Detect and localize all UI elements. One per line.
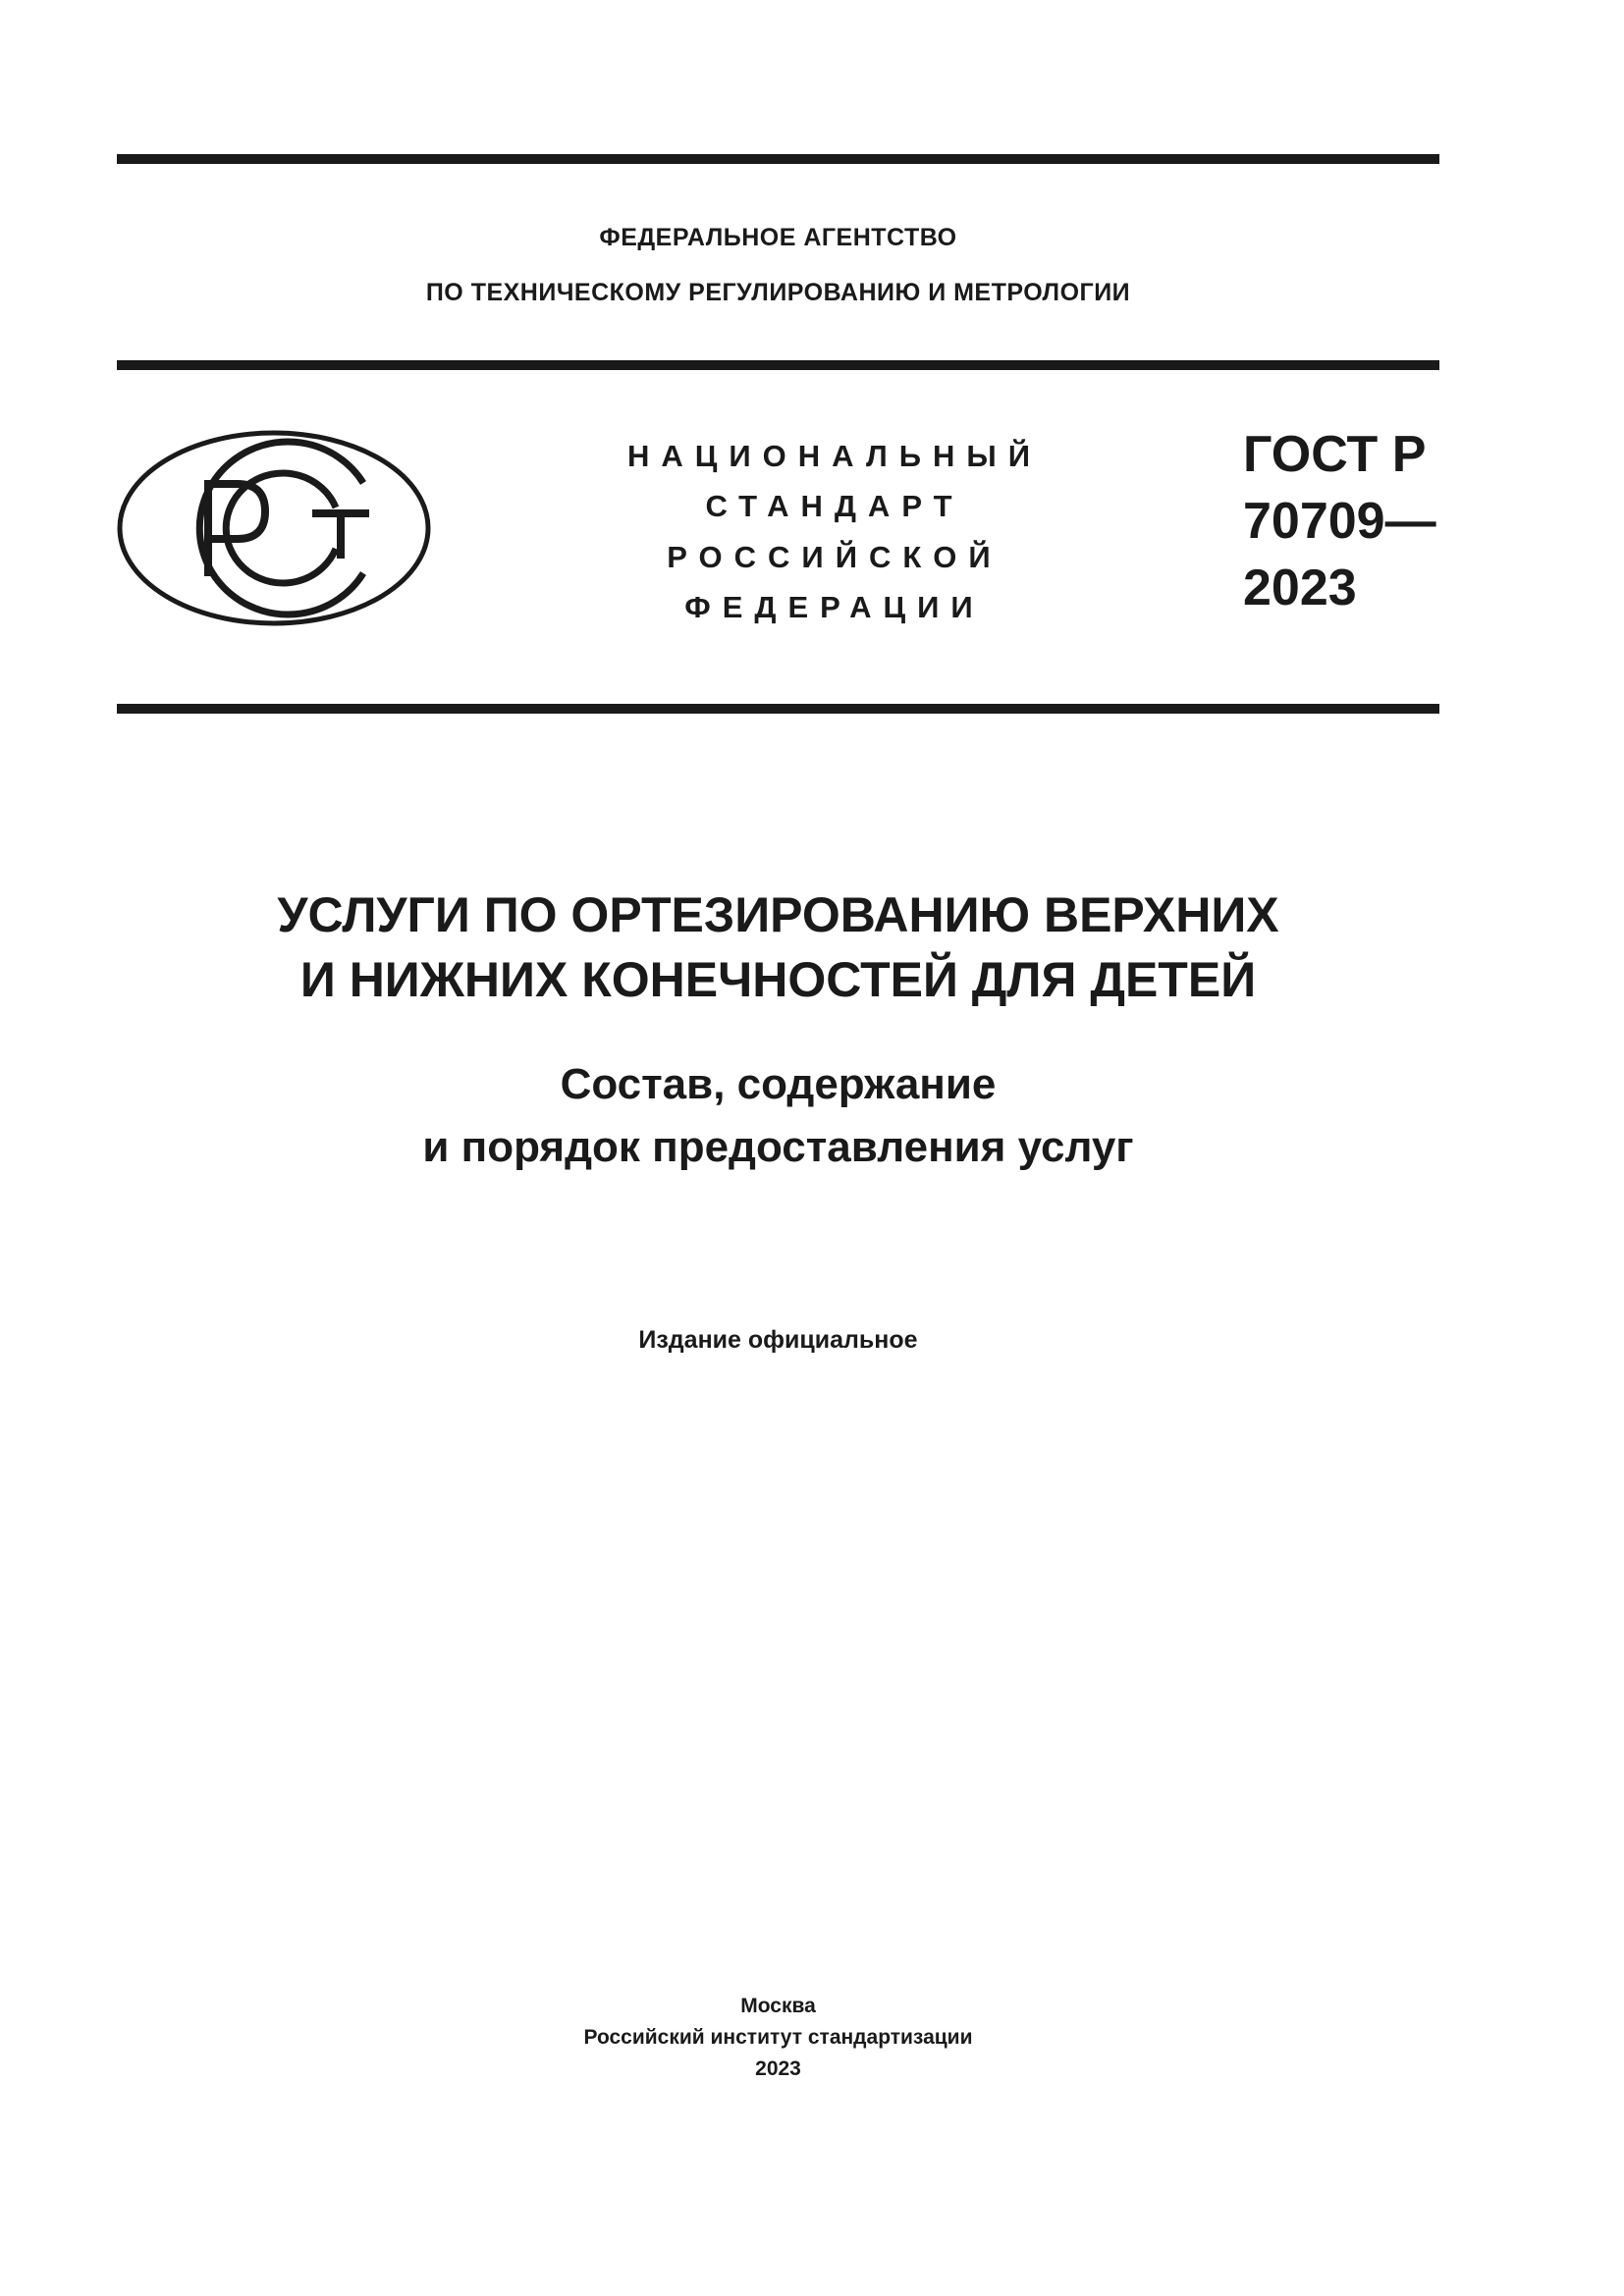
rst-certification-mark-icon (116, 429, 432, 627)
top-rule (117, 154, 1439, 164)
imprint-city: Москва (740, 1995, 816, 2017)
designation-line-3: 2023 (1243, 560, 1357, 616)
document-title-line-1: УСЛУГИ ПО ОРТЕЗИРОВАНИЮ ВЕРХНИХ (277, 887, 1279, 942)
imprint-publisher: Российский институт стандартизации (583, 2026, 973, 2049)
edition-note: Издание официальное (638, 1326, 918, 1354)
bottom-rule (117, 704, 1439, 714)
designation-line-1: ГОСТ Р (1243, 426, 1427, 483)
standard-type-line-1: НАЦИОНАЛЬНЫЙ (626, 439, 1043, 473)
document-subtitle-line-2: и порядок предоставления услуг (422, 1123, 1134, 1171)
middle-rule (117, 360, 1439, 370)
designation-line-2: 70709— (1243, 493, 1436, 550)
standard-type-line-4: ФЕДЕРАЦИИ (684, 590, 985, 624)
document-title-line-2: И НИЖНИХ КОНЕЧНОСТЕЙ ДЛЯ ДЕТЕЙ (299, 952, 1257, 1007)
agency-name-line-1: ФЕДЕРАЛЬНОЕ АГЕНТСТВО (599, 224, 957, 251)
standard-type-line-3: РОССИЙСКОЙ (667, 540, 1002, 574)
document-subtitle-line-1: Состав, содержание (560, 1060, 997, 1108)
agency-name-line-2: ПО ТЕХНИЧЕСКОМУ РЕГУЛИРОВАНИЮ И МЕТРОЛОГИИ (425, 279, 1131, 306)
standard-type-line-2: СТАНДАРТ (705, 489, 964, 523)
imprint-year: 2023 (755, 2057, 801, 2080)
